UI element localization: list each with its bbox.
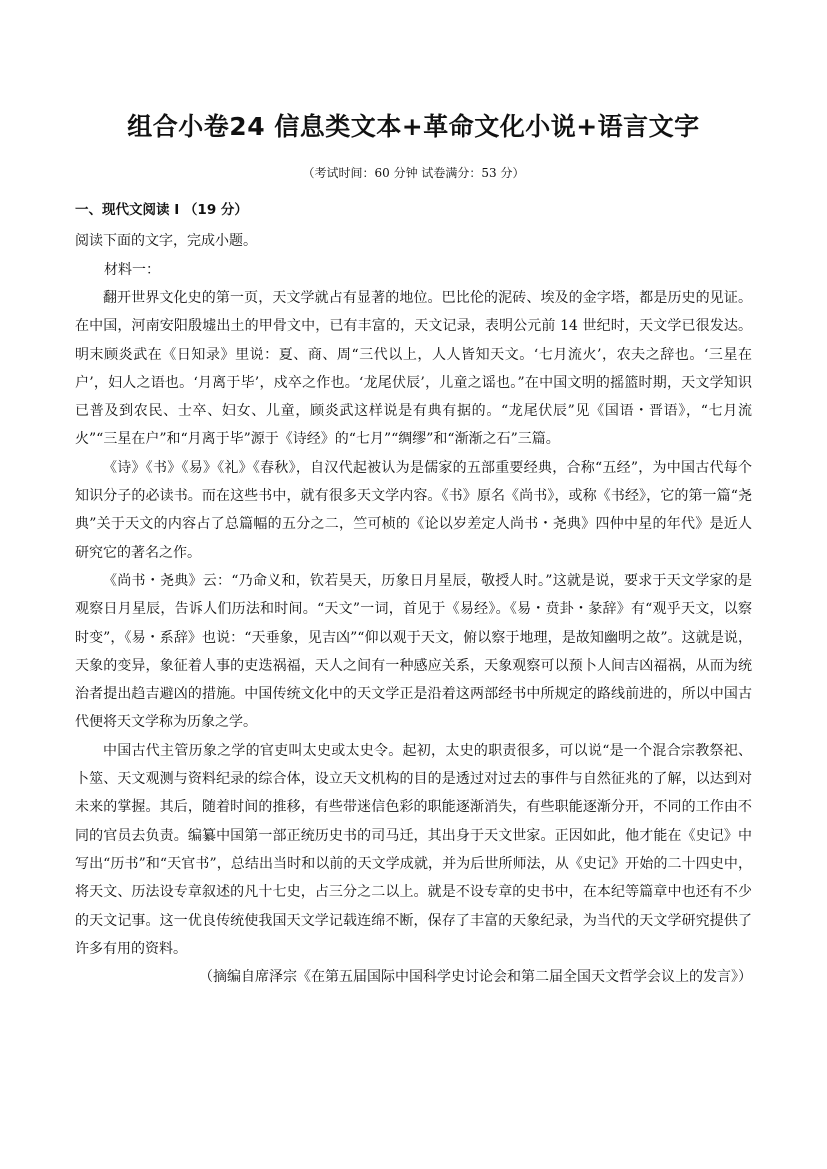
paper-title: 组合小卷24 信息类文本+革命文化小说+语言文字 [127, 112, 700, 141]
paragraph-3: 《尚书・尧典》云：“乃命义和，钦若昊天，历象日月星辰，敬授人时。”这就是说，要求于天文学家的是观察日月星辰，告诉人们历法和时间。“天文”一词，首见于《易经》。《易・贲卦・彖辞》有“观乎天文，以察时变”，《易・系辞》也说：“天垂象，见吉凶”“仰以观于天文，俯以察于地理，是故知幽明之故”。这就是说，天象的变异，象征着人事的吏迭祸福，天人之间有一种感应关系，天象观察可以预卜人间吉凶福祸，从而为统治者提出趋吉避凶的措施。中国传统文化中的天文学正是沿着这两部经书中所规定的路线前进的，所以中国古代便将天文学称为历象之学。 [75, 572, 752, 731]
reading-instruction: 阅读下面的文字，完成小题。 [75, 233, 257, 249]
paragraph-4: 中国古代主管历象之学的官吏叫太史或太史令。起初，太史的职责很多，可以说“是一个混合宗教祭祀、卜筮、天文观测与资料纪录的综合体，设立天文机构的目的是透过对过去的事件与自然征兆的了解，以达到对未来的掌握。其后，随着时间的推移，有些带迷信色彩的职能逐渐消失，有些职能逐渐分开，不同的工作由不同的官员去负责。编纂中国第一部正统历史书的司马迁，其出身于天文世家。正因如此，他才能在《史记》中写出“历书”和“天官书”，总结出当时和以前的天文学成就，并为后世所师法，从《史记》开始的二十四史中，将天文、历法设专章叙述的凡十七史，占三分之二以上。就是不设专章的史书中，在本纪等篇章中也还有不少的天文记事。这一优良传统使我国天文学记载连绵不断，保存了丰富的天象纪录，为当代的天文学研究提供了许多有用的资料。 [75, 742, 752, 957]
paragraph-2: 《诗》《书》《易》《礼》《春秋》，自汉代起被认为是儒家的五部重要经典，合称“五经”，为中国古代每个知识分子的必读书。而在这些书中，就有很多天文学内容。《书》原名《尚书》，或称《书经》，它的第一篇“尧典”关于天文的内容占了总篇幅的五分之二，竺可桢的《论以岁差定人尚书・尧典》四仲中星的年代》是近人研究它的著名之作。 [75, 459, 752, 561]
material-body [75, 284, 752, 991]
section-heading: 一、现代文阅读 I （19 分） [75, 202, 248, 218]
paragraph-1: 翻开世界文化史的第一页，天文学就占有显著的地位。巴比伦的泥砖、埃及的金字塔，都是历史的见证。在中国，河南安阳殷墟出土的甲骨文中，已有丰富的，天文记录，表明公元前 14 世纪时，天文学已很发达。明末顾炎武在《日知录》里说：夏、商、周“三代以上，人人皆知天文。‘七月流火’，农夫之辞也。‘三星在户’，妇人之语也。‘月离于毕’，戍卒之作也。‘龙尾伏辰’，儿童之谣也。”在中国文明的摇篮时期，天文学知识已普及到农民、士卒、妇女、儿童，顾炎武这样说是有典有据的。“龙尾伏辰”见《国语・晋语》，“七月流火”“三星在户”和“月离于毕”源于《诗经》的“七月”“绸缪”和“渐渐之石”三篇。 [75, 290, 752, 448]
source-citation: （摘编自席泽宗《在第五届国际中国科学史讨论会和第二届全国天文哲学会议上的发言》） [199, 969, 752, 986]
material-label: 材料一： [104, 262, 160, 278]
exam-info: （考试时间：60 分钟 试卷满分：53 分） [302, 166, 525, 180]
